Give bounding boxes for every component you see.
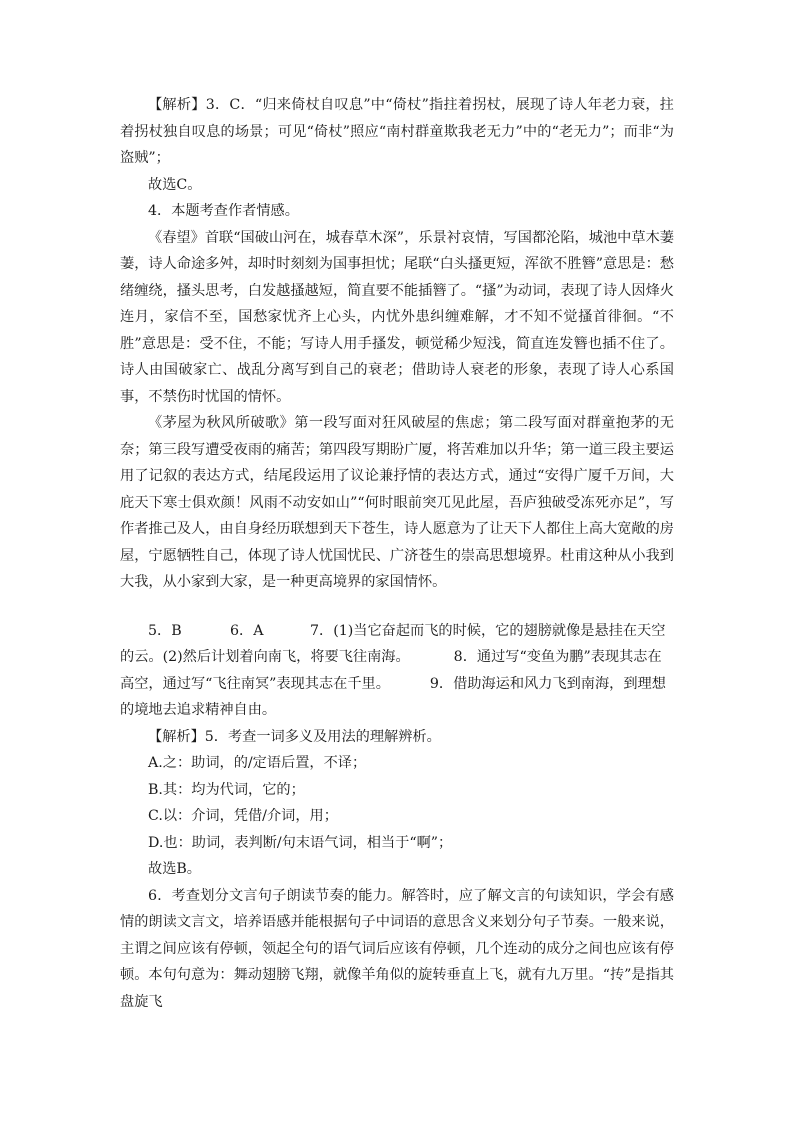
q4-paragraph-chunwang: 《春望》首联“国破山河在，城春草木深”，乐景衬哀情，写国都沦陷，城池中草木萋萋，诗人命途多舛，却时时刻刻为国事担忧；尾联“白头搔更短，浑欲不胜簪”意思是：愁绪缠绕，搔头思考，白发越搔越短，简直要不能插簪了。“搔”为动词，表现了诗人因烽火连月，家信不至，国愁家忧齐上心头，内忧外患纠缠难解，才不知不觉搔首徘徊。“不胜”意思是：受不住，不能；写诗人用手搔发，顿觉稀少短浅，简直连发簪也插不住了。诗人由国破家亡、战乱分离写到自己的衰老；借助诗人衰老的形象，表现了诗人心系国事，不禁伤时忧国的情怀。 (120, 229, 674, 405)
analysis-q6: 6．考查划分文言句子朗读节奏的能力。解答时，应了解文言的句读知识，学会有感情的朗读文言文，培养语感并能根据句子中词语的意思含义来划分句子节奏。一般来说，主谓之间应该有停顿，领起全句的语气词后应该有停顿，几个连动的成分之间也应该有停顿。本句句意为：舞动翅膀飞翔，就像羊角似的旋转垂直上飞，就有九万里。“抟”是指其盘旋飞 (120, 887, 674, 1010)
choice-q5: 故选B。 (148, 861, 201, 877)
answer-7: 7．(1)当它奋起而飞的时候，它的翅膀就像是悬挂在天空的云。(2)然后计划着向南飞，将要飞往南海。 (120, 622, 666, 665)
q4-paragraph-maowu: 《茅屋为秋风所破歌》第一段写面对狂风破屋的焦虑；第二段写面对群童抱茅的无奈；第三段写遭受夜雨的痛苦；第四段写期盼广厦，将苦难加以升华；第一道三段主要运用了记叙的表达方式，结尾段运用了议论兼抒情的表达方式，通过“安得广厦千万间，大庇天下寒士俱欢颜！风雨不动安如山”“何时眼前突兀见此屋，吾庐独破受冻死亦足”，写作者推己及人，由自身经历联想到天下苍生，诗人愿意为了让天下人都住上高大宽敞的房屋，宁愿牺牲自己，体现了诗人忧国忧民、广济苍生的崇高思想境界。杜甫这种从小我到大我，从小家到大家，是一种更高境界的家国情怀。 (120, 415, 674, 590)
analysis-q5-option-b: B.其：均为代词，它的； (148, 781, 305, 798)
answer-6: 6．A (230, 622, 264, 639)
choice-q3: 故选C。 (148, 176, 202, 193)
analysis-q5-option-a: A.之：助词，的/定语后置，不译； (148, 755, 367, 771)
answer-9: 9．借助海运和风力飞到南海，到理想的境地去追求精神自由。 (120, 675, 666, 718)
answer-8: 8．通过写“变鱼为鹏”表现其志在高空，通过写“飞往南冥”表现其志在千里。 (120, 649, 662, 692)
analysis-q5-option-c: C.以：介词，凭借/介词，用； (148, 808, 338, 824)
answer-5: 5．B (148, 622, 182, 639)
answer-block (120, 618, 674, 724)
q4-title: 4．本题考查作者情感。 (148, 203, 299, 219)
document-page (120, 92, 674, 1015)
analysis-q3: 【解析】3．C．“归来倚杖自叹息”中“倚杖”指拄着拐杖，展现了诗人年老力衰，拄着拐杖独自叹息的场景；可见“倚杖”照应“南村群童欺我老无力”中的“老无力”；而非“为盗贼”； (120, 97, 674, 166)
analysis-q5-option-d: D.也：助词，表判断/句末语气词，相当于“啊”； (148, 834, 453, 851)
section-gap (120, 596, 674, 618)
analysis-q5-title: 【解析】5．考查一词多义及用法的理解辨析。 (148, 728, 441, 745)
